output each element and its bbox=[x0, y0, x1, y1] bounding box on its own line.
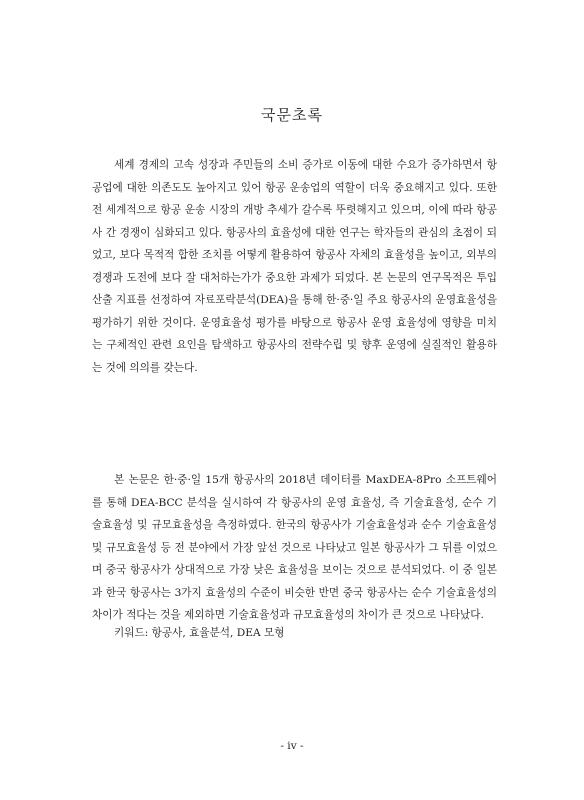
keywords-line: 키워드: 항공사, 효율분석, DEA 모형 bbox=[114, 627, 285, 639]
abstract-paragraph-2: 본 논문은 한·중·일 15개 항공사의 2018년 데이터를 MaxDEA-8Pro 소프트웨어를 통해 DEA-BCC 분석을 실시하여 각 항공사의 운영 효율성, 즉 기술효율성, 순수 기술효율성 및 규모효율성을 측정하였다. 한국의 항공사가 기술효율성과 순수 기술효율성 및 규모효율성 등 전 분야에서 가장 앞선 것으로 나타났고 일본 항공사가 그 뒤를 이었으며 중국 항공사가 상대적으로 가장 낮은 효율성을 보이는 것으로 분석되었다. 이 중 일본과 한국 항공사는 3가지 효율성의 수준이 비슷한 반면 중국 항공사는 순수 기술효율성의 차이가 적다는 것을 제외하면 기술효율성과 규모효율성의 차이가 큰 것으로 나타났다. bbox=[92, 474, 497, 621]
abstract-paragraph-1: 세계 경제의 고속 성장과 주민들의 소비 증가로 이동에 대한 수요가 증가하면서 항공업에 대한 의존도도 높아지고 있어 항공 운송업의 역할이 더욱 중요해지고 있다. 또한 전 세계적으로 항공 운송 시장의 개방 추세가 갈수록 뚜렷해지고 있으며, 이에 따라 항공사 간 경쟁이 심화되고 있다. 항공사의 효율성에 대한 연구는 학자들의 관심의 초점이 되었고, 보다 목적적 합한 조치를 어떻게 활용하여 항공사 자체의 효율성을 높이고, 외부의 경쟁과 도전에 보다 잘 대처하는가가 중요한 과제가 되었다. 본 논문의 연구목적은 투입산출 지표를 선정하여 자료포락분석(DEA)을 통해 한·중·일 주요 항공사의 운영효율성을 평가하기 위한 것이다. 운영효율성 평가를 바탕으로 항공사 운영 효율성에 영향을 미치는 구체적인 관련 요인을 탐색하고 항공사의 전략수립 및 향후 운영에 실질적인 활용하는 것에 의의를 갖는다. bbox=[92, 159, 497, 374]
page-title: 국문초록 bbox=[261, 106, 323, 124]
page-number: - iv - bbox=[280, 740, 304, 752]
